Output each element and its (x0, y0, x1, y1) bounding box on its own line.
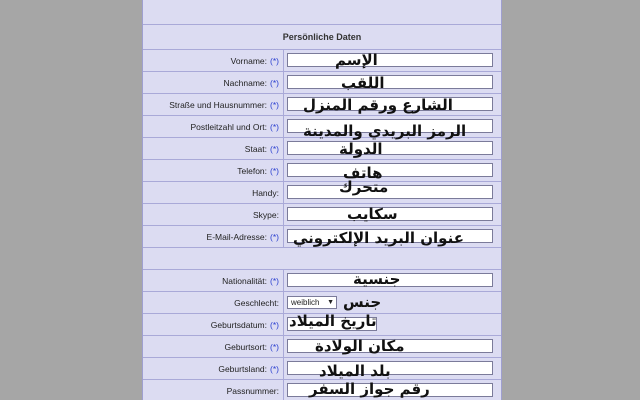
field-label: Postleitzahl und Ort: (*) (190, 121, 279, 132)
required-marker: (*) (270, 363, 279, 374)
handwritten-annotation: الشارع ورقم المنزل (303, 96, 453, 114)
required-marker: (*) (270, 143, 279, 154)
form-row-geburtsland (143, 358, 501, 380)
required-marker: (*) (270, 231, 279, 242)
handwritten-annotation: هاتف (343, 164, 383, 182)
form-row-handy (143, 178, 501, 204)
field-label: Geburtsland: (*) (218, 363, 279, 374)
handwritten-annotation: الدولة (339, 140, 383, 158)
field-label: Nationalität: (*) (222, 275, 279, 286)
form-row-skype (143, 204, 501, 226)
form-row-passnummer (143, 380, 501, 400)
required-marker: (*) (270, 121, 279, 132)
handy-input[interactable] (287, 185, 493, 199)
required-marker: (*) (270, 99, 279, 110)
field-label: Telefon: (*) (237, 165, 279, 176)
handwritten-annotation: تاريخ الميلاد (289, 312, 377, 330)
field-label: Handy: (252, 187, 279, 198)
field-label: Staat: (*) (244, 143, 279, 154)
telefon-input[interactable] (287, 163, 493, 177)
required-marker: (*) (270, 77, 279, 88)
field-label: Geburtsort: (*) (224, 341, 279, 352)
required-marker: (*) (270, 165, 279, 176)
geschlecht-select[interactable]: weiblich ▼ (287, 296, 337, 309)
handwritten-annotation: رقم جواز السفر (309, 380, 430, 398)
nachname-input[interactable] (287, 74, 493, 92)
form-row-vorname (143, 50, 501, 72)
handwritten-annotation: بلد الميلاد (319, 362, 391, 380)
handwritten-annotation: اللقب (341, 74, 385, 92)
form-row-nationalitaet (143, 270, 501, 292)
handwritten-annotation: سكايب (347, 205, 398, 223)
section-title: Persönliche Daten (143, 25, 501, 50)
field-label: Geschlecht: (234, 297, 279, 308)
field-label: Nachname: (*) (223, 77, 279, 88)
form-row-staat (143, 138, 501, 160)
field-label: Skype: (253, 209, 279, 220)
form-row-telefon (143, 160, 501, 182)
form-row-nachname (143, 72, 501, 94)
handwritten-annotation: الرمز البريدي والمدينة (303, 122, 467, 140)
required-marker: (*) (270, 319, 279, 330)
form-row-email (143, 226, 501, 248)
required-marker: (*) (270, 275, 279, 286)
form-row-plz-ort (143, 116, 501, 138)
field-label: Passnummer: (226, 385, 279, 396)
form-row-strasse (143, 94, 501, 116)
required-marker: (*) (270, 341, 279, 352)
form-top-spacer (143, 0, 501, 25)
handwritten-annotation: متحرك (339, 178, 389, 196)
handwritten-annotation: جنس (343, 293, 382, 311)
form-row-geburtsort (143, 336, 501, 358)
chevron-down-icon: ▼ (327, 299, 334, 306)
field-label: Geburtsdatum: (*) (210, 319, 279, 330)
field-label: Straße und Hausnummer: (*) (169, 99, 279, 110)
handwritten-annotation: مكان الولادة (315, 337, 405, 355)
form-row-geschlecht (143, 292, 501, 314)
staat-input[interactable] (287, 140, 493, 158)
handwritten-annotation: عنوان البريد الإلكتروني (293, 229, 464, 247)
field-label: Vorname: (*) (230, 55, 279, 66)
form-spacer-row (143, 248, 501, 270)
required-marker: (*) (270, 55, 279, 66)
personal-data-form (142, 0, 502, 400)
vorname-input[interactable] (287, 53, 493, 67)
handwritten-annotation: الإسم (335, 51, 378, 69)
handwritten-annotation: جنسية (353, 270, 401, 288)
form-row-geburtsdatum (143, 314, 501, 336)
field-label: E-Mail-Adresse: (*) (206, 231, 279, 242)
